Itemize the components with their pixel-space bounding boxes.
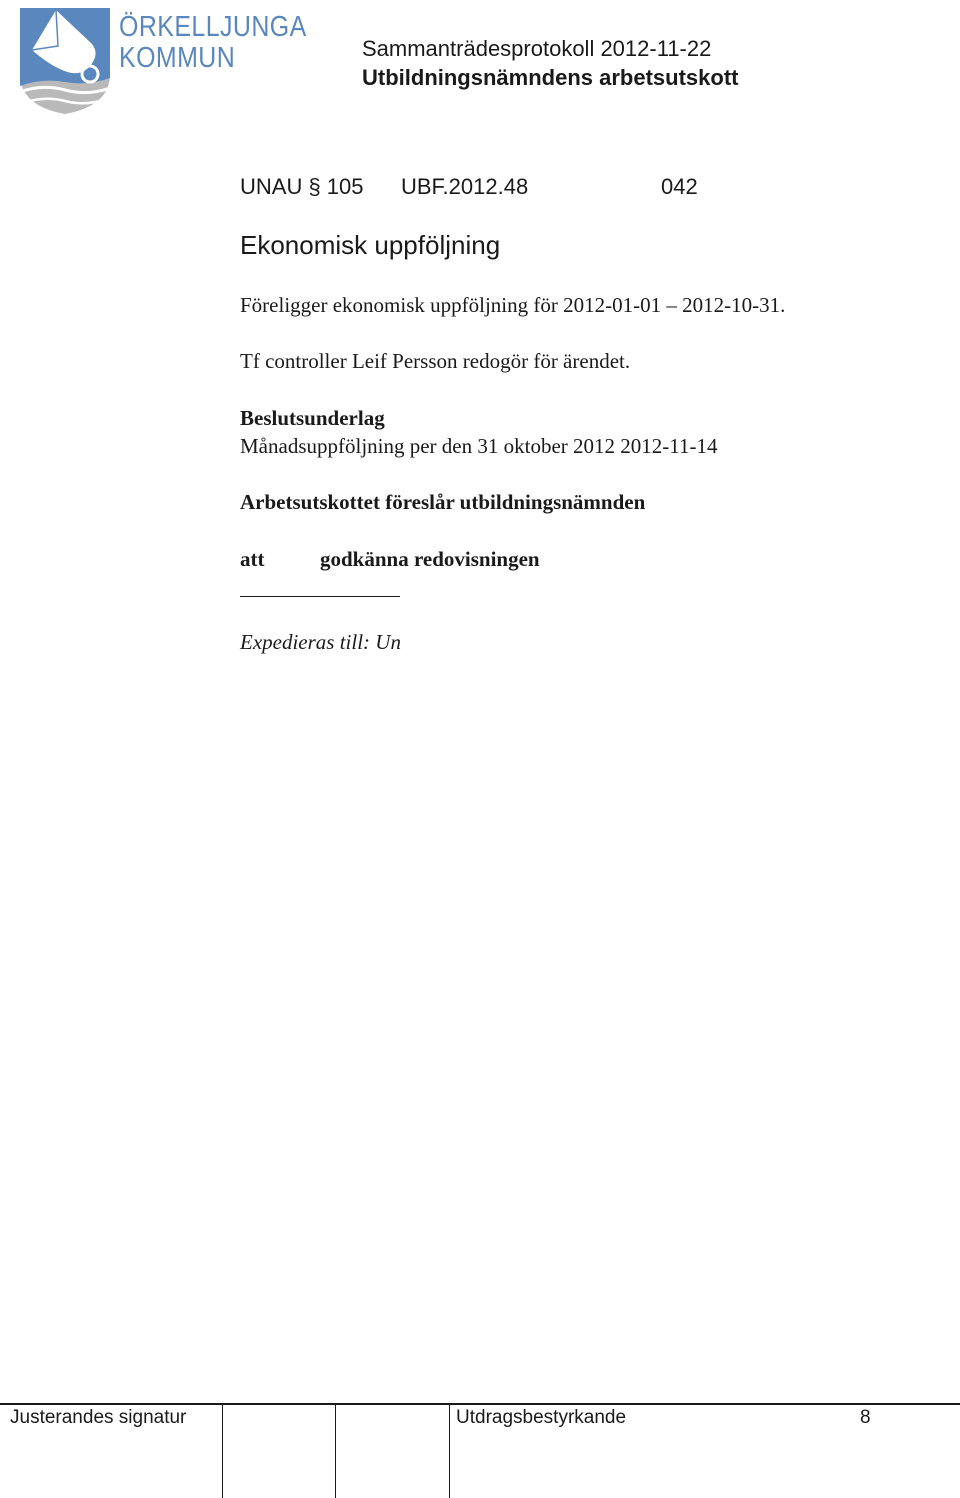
certification-label: Utdragsbestyrkande — [456, 1407, 627, 1428]
proposal-clause — [240, 545, 540, 573]
document-header — [362, 34, 738, 92]
logo-wordmark — [119, 12, 307, 74]
page-number: 8 — [860, 1407, 871, 1428]
att-text: godkänna redovisningen — [320, 547, 540, 571]
archive-code: 042 — [661, 174, 698, 199]
case-number: UBF.2012.48 — [401, 174, 529, 199]
decision-basis — [240, 404, 717, 460]
paragraph-presenter: Tf controller Leif Persson redogör för ärendet. — [240, 349, 631, 373]
municipality-logo — [18, 6, 318, 118]
decision-basis-text: Månadsuppföljning per den 31 oktober 2012 2012-11-14 — [240, 434, 718, 458]
committee-name: Utbildningsnämndens arbetsutskott — [362, 65, 739, 90]
logo-line-1: ÖRKELLJUNGA — [119, 11, 307, 43]
att-word: att — [240, 547, 265, 571]
municipal-coat-of-arms-icon — [18, 6, 112, 116]
page-footer — [0, 1403, 960, 1498]
footer-column-divider — [335, 1405, 336, 1498]
decision-basis-label: Beslutsunderlag — [240, 406, 385, 430]
paragraph-number: UNAU § 105 — [240, 174, 364, 199]
protocol-title: Sammanträdesprotokoll 2012-11-22 — [362, 36, 712, 61]
dispatch-line: Expedieras till: Un — [240, 630, 401, 654]
signature-label: Justerandes signatur — [10, 1407, 187, 1428]
section-heading: Ekonomisk uppföljning — [240, 230, 501, 260]
logo-line-2: KOMMUN — [119, 42, 236, 74]
footer-column-divider — [449, 1405, 450, 1498]
footer-rule — [0, 1403, 960, 1405]
proposal-heading: Arbetsutskottet föreslår utbildningsnämnden — [240, 490, 646, 514]
paragraph-report-period: Föreligger ekonomisk uppföljning för 2012-01-01 – 2012-10-31. — [240, 293, 786, 317]
footer-column-divider — [222, 1405, 223, 1498]
section-divider — [240, 596, 400, 597]
